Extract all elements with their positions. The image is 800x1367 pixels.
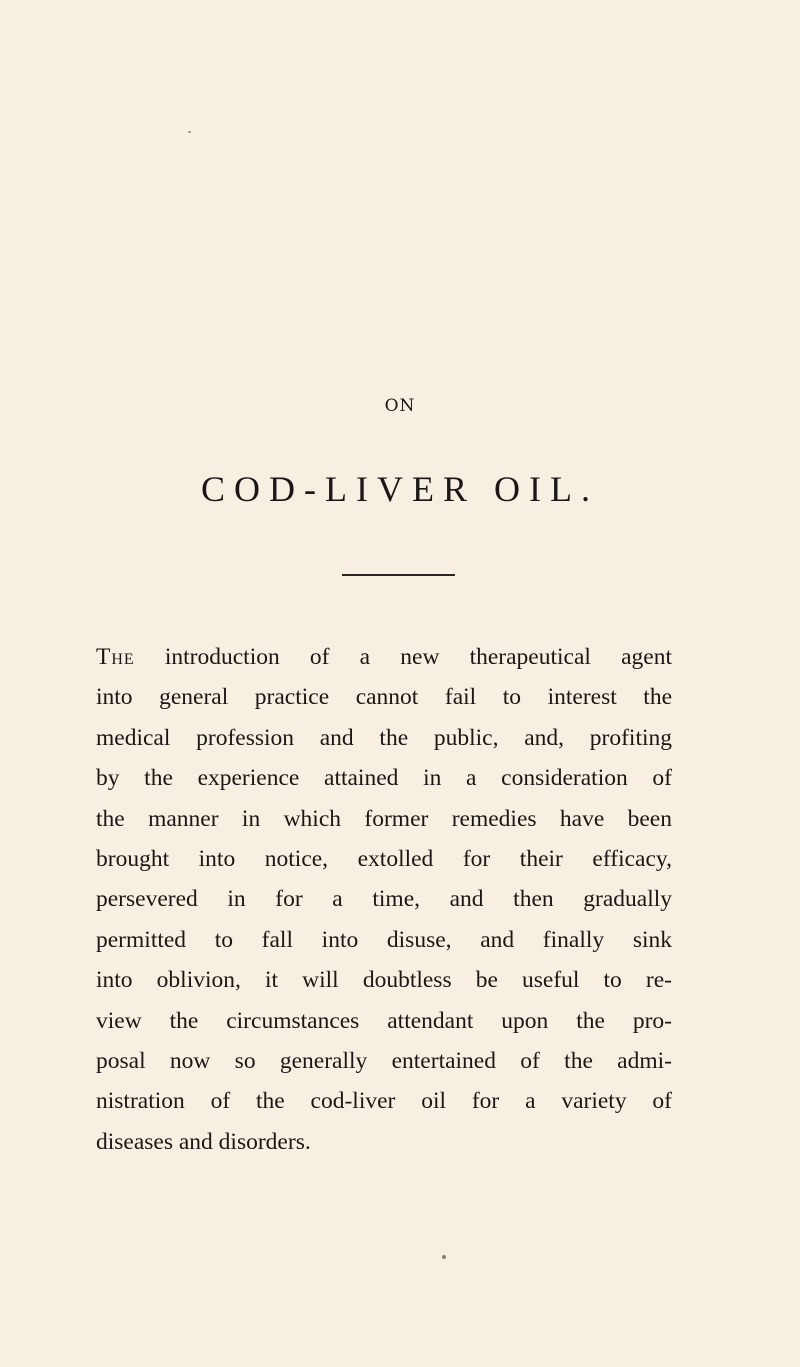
chapter-title: COD-LIVER OIL. — [201, 469, 599, 509]
paragraph-line — [96, 637, 672, 677]
paragraph-line: view the circumstances attendant upon the pro- — [96, 1007, 672, 1034]
body-paragraph — [96, 637, 672, 1162]
paragraph-line: the manner in which former remedies have been — [96, 805, 672, 832]
title-divider-rule — [342, 574, 455, 576]
paragraph-line: nistration of the cod-liver oil for a variety of — [96, 1088, 672, 1115]
paragraph-line-text: introduction of a new therapeutical agent — [134, 644, 672, 670]
paragraph-line: posal now so generally entertained of the admi- — [96, 1048, 672, 1075]
paragraph-line: brought into notice, extolled for their efficacy, — [96, 846, 672, 873]
paragraph-line: into oblivion, it will doubtless be useful to re- — [96, 967, 672, 994]
paragraph-lead-word: The — [96, 644, 135, 670]
paragraph-line: medical profession and the public, and, profiting — [96, 724, 672, 751]
chapter-preheading: ON — [384, 396, 416, 416]
paragraph-line: by the experience attained in a consideration of — [96, 765, 672, 792]
paper-speck — [188, 131, 191, 133]
paper-speck — [442, 1255, 446, 1259]
paragraph-line: persevered in for a time, and then gradually — [96, 886, 672, 913]
paragraph-line: diseases and disorders. — [96, 1128, 311, 1155]
paragraph-line: into general practice cannot fail to interest the — [96, 684, 672, 711]
paragraph-line: permitted to fall into disuse, and finally sink — [96, 926, 672, 953]
